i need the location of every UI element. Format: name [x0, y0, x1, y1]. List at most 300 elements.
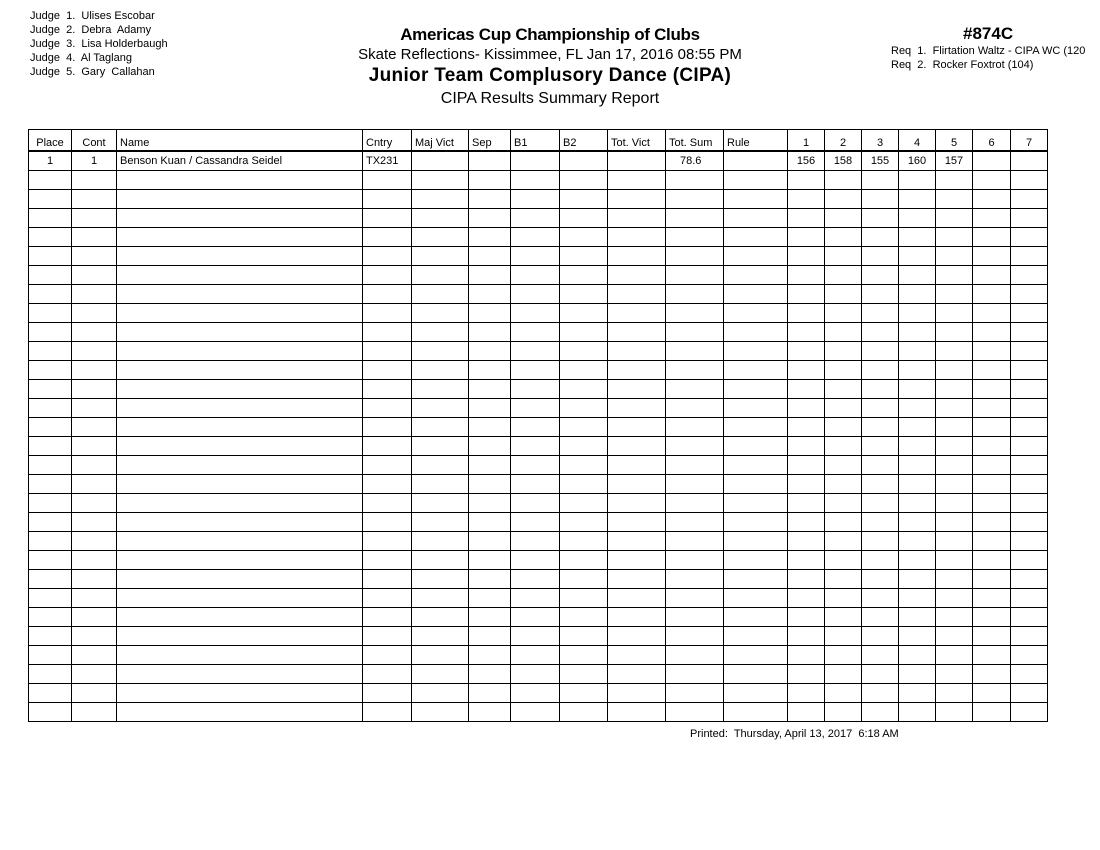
table-cell — [724, 342, 788, 361]
table-cell — [117, 323, 363, 342]
table-cell — [666, 570, 724, 589]
table-cell — [117, 380, 363, 399]
table-cell — [825, 304, 862, 323]
table-cell — [117, 589, 363, 608]
table-cell — [29, 399, 72, 418]
table-cell — [1011, 532, 1048, 551]
table-cell — [862, 494, 899, 513]
printed-timestamp: Printed: Thursday, April 13, 2017 6:18 AM — [690, 728, 899, 740]
table-cell — [1011, 684, 1048, 703]
table-cell — [29, 570, 72, 589]
table-cell — [825, 399, 862, 418]
table-cell — [936, 418, 973, 437]
table-cell — [363, 608, 412, 627]
table-cell — [788, 665, 825, 684]
table-cell — [412, 418, 469, 437]
table-cell — [724, 703, 788, 722]
table-cell — [862, 646, 899, 665]
table-cell — [666, 209, 724, 228]
table-cell — [511, 703, 560, 722]
table-cell — [608, 342, 666, 361]
table-cell — [560, 494, 608, 513]
table-cell — [72, 247, 117, 266]
table-cell — [117, 703, 363, 722]
table-cell — [899, 247, 936, 266]
table-cell — [72, 513, 117, 532]
table-cell — [117, 456, 363, 475]
table-cell — [1011, 171, 1048, 190]
table-cell — [608, 456, 666, 475]
table-cell — [973, 646, 1011, 665]
table-cell — [724, 551, 788, 570]
table-cell — [973, 513, 1011, 532]
table-cell — [899, 551, 936, 570]
table-cell — [1011, 266, 1048, 285]
table-cell — [469, 209, 511, 228]
table-cell — [29, 532, 72, 551]
table-cell — [511, 437, 560, 456]
table-cell — [862, 627, 899, 646]
table-cell — [363, 627, 412, 646]
table-cell — [363, 437, 412, 456]
table-cell: 160 — [899, 151, 936, 171]
table-cell — [608, 323, 666, 342]
table-cell — [973, 570, 1011, 589]
table-cell — [724, 285, 788, 304]
table-cell — [936, 209, 973, 228]
table-cell — [608, 247, 666, 266]
table-cell — [825, 494, 862, 513]
table-cell — [899, 228, 936, 247]
table-cell — [825, 437, 862, 456]
table-cell — [560, 380, 608, 399]
table-cell — [862, 266, 899, 285]
table-cell — [862, 304, 899, 323]
table-cell — [862, 228, 899, 247]
table-cell — [511, 665, 560, 684]
table-cell — [936, 323, 973, 342]
table-cell: Benson Kuan / Cassandra Seidel — [117, 151, 363, 171]
table-cell — [469, 627, 511, 646]
table-cell — [862, 589, 899, 608]
table-cell — [788, 532, 825, 551]
table-cell — [72, 190, 117, 209]
table-cell — [825, 418, 862, 437]
table-cell — [788, 361, 825, 380]
table-cell — [511, 684, 560, 703]
table-cell — [862, 171, 899, 190]
table-cell — [666, 228, 724, 247]
table-cell — [363, 171, 412, 190]
table-cell — [412, 665, 469, 684]
table-cell — [724, 684, 788, 703]
table-cell — [862, 399, 899, 418]
table-cell — [469, 608, 511, 627]
table-cell — [825, 266, 862, 285]
table-cell — [825, 513, 862, 532]
table-cell — [936, 551, 973, 570]
table-cell — [788, 323, 825, 342]
table-row — [29, 285, 1048, 304]
judge-2: Judge 2. Debra Adamy — [30, 24, 152, 36]
table-cell — [936, 494, 973, 513]
table-cell — [724, 608, 788, 627]
table-cell — [973, 266, 1011, 285]
table-cell — [608, 684, 666, 703]
table-cell — [724, 437, 788, 456]
table-row — [29, 589, 1048, 608]
table-cell — [469, 399, 511, 418]
table-cell — [825, 456, 862, 475]
table-cell — [936, 342, 973, 361]
table-cell — [29, 418, 72, 437]
table-row — [29, 209, 1048, 228]
table-cell — [363, 380, 412, 399]
table-cell — [608, 494, 666, 513]
table-cell — [363, 456, 412, 475]
table-cell — [899, 665, 936, 684]
table-cell — [469, 532, 511, 551]
table-cell — [666, 475, 724, 494]
table-cell — [666, 342, 724, 361]
table-cell — [117, 209, 363, 228]
table-cell — [511, 475, 560, 494]
table-cell — [899, 589, 936, 608]
table-cell — [363, 570, 412, 589]
table-cell — [117, 513, 363, 532]
table-cell — [412, 342, 469, 361]
table-cell — [899, 513, 936, 532]
table-cell — [29, 266, 72, 285]
table-cell — [862, 475, 899, 494]
table-cell — [72, 304, 117, 323]
table-cell — [29, 247, 72, 266]
table-cell — [973, 399, 1011, 418]
table-cell — [1011, 475, 1048, 494]
table-cell — [973, 323, 1011, 342]
table-cell — [973, 342, 1011, 361]
table-cell — [899, 437, 936, 456]
table-cell — [560, 285, 608, 304]
table-cell — [560, 171, 608, 190]
table-cell — [469, 589, 511, 608]
table-cell — [117, 247, 363, 266]
table-cell — [412, 399, 469, 418]
table-cell — [363, 361, 412, 380]
table-cell — [29, 171, 72, 190]
table-cell — [117, 228, 363, 247]
table-cell — [1011, 627, 1048, 646]
table-cell — [608, 513, 666, 532]
table-cell — [511, 266, 560, 285]
table-cell — [511, 304, 560, 323]
table-cell — [608, 151, 666, 171]
table-cell — [469, 684, 511, 703]
table-cell — [363, 475, 412, 494]
table-cell — [862, 361, 899, 380]
table-cell — [936, 247, 973, 266]
table-cell — [825, 285, 862, 304]
table-cell — [788, 437, 825, 456]
table-cell — [788, 247, 825, 266]
table-cell — [899, 627, 936, 646]
table-cell — [412, 494, 469, 513]
table-cell — [862, 437, 899, 456]
table-row — [29, 361, 1048, 380]
table-cell — [29, 627, 72, 646]
table-cell — [724, 532, 788, 551]
table-cell — [560, 209, 608, 228]
table-cell — [412, 646, 469, 665]
column-header-2: 2 — [825, 130, 862, 152]
table-cell — [899, 304, 936, 323]
table-cell — [724, 456, 788, 475]
venue-datetime: Skate Reflections- Kissimmee, FL Jan 17, 2016 08:55 PM — [358, 46, 742, 63]
table-cell — [825, 703, 862, 722]
table-row — [29, 456, 1048, 475]
table-cell — [511, 532, 560, 551]
table-body — [29, 151, 1048, 722]
results-table — [28, 129, 1048, 722]
table-cell — [117, 190, 363, 209]
table-cell — [29, 494, 72, 513]
table-cell — [511, 323, 560, 342]
table-cell — [862, 608, 899, 627]
table-cell — [724, 513, 788, 532]
table-cell — [666, 323, 724, 342]
table-cell — [117, 171, 363, 190]
table-cell — [1011, 342, 1048, 361]
table-cell — [469, 703, 511, 722]
table-cell — [899, 399, 936, 418]
table-cell — [825, 361, 862, 380]
table-cell — [29, 209, 72, 228]
table-cell — [29, 228, 72, 247]
column-header-b1: B1 — [511, 130, 560, 152]
table-cell — [666, 399, 724, 418]
table-cell — [29, 608, 72, 627]
judge-5: Judge 5. Gary Callahan — [30, 66, 155, 78]
table-cell — [936, 646, 973, 665]
table-cell — [560, 190, 608, 209]
table-cell — [29, 437, 72, 456]
table-cell — [363, 494, 412, 513]
table-cell — [1011, 247, 1048, 266]
judge-4: Judge 4. Al Taglang — [30, 52, 132, 64]
table-cell — [511, 589, 560, 608]
competition-title: Americas Cup Championship of Clubs — [400, 25, 700, 44]
table-cell — [72, 551, 117, 570]
table-cell — [412, 285, 469, 304]
table-cell — [608, 171, 666, 190]
table-cell — [29, 323, 72, 342]
table-cell — [363, 589, 412, 608]
table-cell — [666, 190, 724, 209]
table-cell — [560, 266, 608, 285]
table-cell — [973, 627, 1011, 646]
table-cell — [825, 342, 862, 361]
table-cell: 78.6 — [666, 151, 724, 171]
table-cell — [936, 171, 973, 190]
table-row — [29, 703, 1048, 722]
table-cell — [511, 608, 560, 627]
table-cell — [560, 342, 608, 361]
table-cell — [511, 228, 560, 247]
table-cell — [560, 684, 608, 703]
table-row — [29, 665, 1048, 684]
table-cell — [666, 380, 724, 399]
table-cell — [363, 247, 412, 266]
table-cell — [1011, 418, 1048, 437]
requirements-list — [891, 44, 1085, 72]
table-cell — [724, 190, 788, 209]
table-cell — [1011, 513, 1048, 532]
table-cell — [666, 437, 724, 456]
table-cell — [29, 190, 72, 209]
table-cell — [666, 494, 724, 513]
table-cell — [666, 418, 724, 437]
table-cell — [469, 228, 511, 247]
table-cell — [412, 703, 469, 722]
table-cell — [469, 171, 511, 190]
table-cell — [29, 703, 72, 722]
table-cell — [511, 570, 560, 589]
table-cell: 1 — [72, 151, 117, 171]
table-cell — [788, 228, 825, 247]
table-cell — [724, 171, 788, 190]
table-cell — [973, 456, 1011, 475]
table-cell — [29, 475, 72, 494]
column-header-maj-vict: Maj Vict — [412, 130, 469, 152]
table-cell — [412, 570, 469, 589]
table-row — [29, 418, 1048, 437]
table-cell — [363, 304, 412, 323]
table-cell — [511, 209, 560, 228]
table-cell — [363, 532, 412, 551]
table-cell — [899, 418, 936, 437]
table-cell — [724, 323, 788, 342]
table-cell — [608, 475, 666, 494]
table-cell — [72, 703, 117, 722]
table-cell: 157 — [936, 151, 973, 171]
table-cell — [72, 266, 117, 285]
table-cell — [862, 323, 899, 342]
table-cell — [511, 513, 560, 532]
table-cell — [788, 380, 825, 399]
table-row — [29, 627, 1048, 646]
table-row — [29, 190, 1048, 209]
table-cell — [724, 627, 788, 646]
table-cell — [788, 456, 825, 475]
table-cell — [29, 684, 72, 703]
table-cell — [788, 551, 825, 570]
table-cell — [899, 684, 936, 703]
table-cell — [825, 171, 862, 190]
table-cell — [117, 551, 363, 570]
table-cell — [608, 589, 666, 608]
table-cell — [936, 513, 973, 532]
table-cell — [560, 399, 608, 418]
table-cell — [511, 418, 560, 437]
table-cell — [117, 399, 363, 418]
table-cell — [469, 437, 511, 456]
table-cell — [899, 456, 936, 475]
table-cell — [511, 342, 560, 361]
table-cell — [469, 247, 511, 266]
table-cell — [899, 570, 936, 589]
table-cell — [29, 456, 72, 475]
table-cell — [788, 171, 825, 190]
table-header-row — [29, 130, 1048, 152]
table-cell — [862, 209, 899, 228]
table-cell — [469, 323, 511, 342]
table-row — [29, 151, 1048, 171]
table-cell — [973, 285, 1011, 304]
judges-list — [30, 9, 168, 79]
table-cell — [936, 703, 973, 722]
table-cell — [560, 646, 608, 665]
table-cell — [560, 418, 608, 437]
table-cell — [560, 151, 608, 171]
table-row — [29, 513, 1048, 532]
column-header-3: 3 — [862, 130, 899, 152]
table-cell — [666, 361, 724, 380]
table-cell — [29, 646, 72, 665]
table-cell — [788, 608, 825, 627]
column-header-7: 7 — [1011, 130, 1048, 152]
table-cell — [560, 247, 608, 266]
table-cell — [899, 190, 936, 209]
table-cell — [724, 228, 788, 247]
table-cell — [560, 513, 608, 532]
table-cell — [666, 589, 724, 608]
table-cell — [469, 418, 511, 437]
table-cell — [117, 684, 363, 703]
table-cell — [72, 627, 117, 646]
table-cell — [29, 513, 72, 532]
table-cell — [72, 285, 117, 304]
table-cell — [469, 151, 511, 171]
table-cell — [560, 627, 608, 646]
table-cell — [862, 342, 899, 361]
table-cell — [788, 399, 825, 418]
table-cell — [724, 570, 788, 589]
table-cell — [412, 323, 469, 342]
table-cell — [117, 494, 363, 513]
table-cell — [899, 285, 936, 304]
table-cell — [560, 589, 608, 608]
table-cell — [936, 437, 973, 456]
table-cell — [666, 646, 724, 665]
table-cell — [973, 551, 1011, 570]
table-cell — [899, 266, 936, 285]
table-cell — [825, 228, 862, 247]
table-cell — [899, 209, 936, 228]
table-cell — [72, 589, 117, 608]
table-cell — [899, 532, 936, 551]
table-cell — [899, 494, 936, 513]
table-cell — [825, 627, 862, 646]
table-cell — [117, 627, 363, 646]
table-cell — [117, 570, 363, 589]
table-row — [29, 475, 1048, 494]
table-cell — [412, 627, 469, 646]
table-cell — [29, 551, 72, 570]
table-cell — [412, 151, 469, 171]
table-cell — [363, 266, 412, 285]
table-cell — [1011, 361, 1048, 380]
table-cell — [511, 646, 560, 665]
